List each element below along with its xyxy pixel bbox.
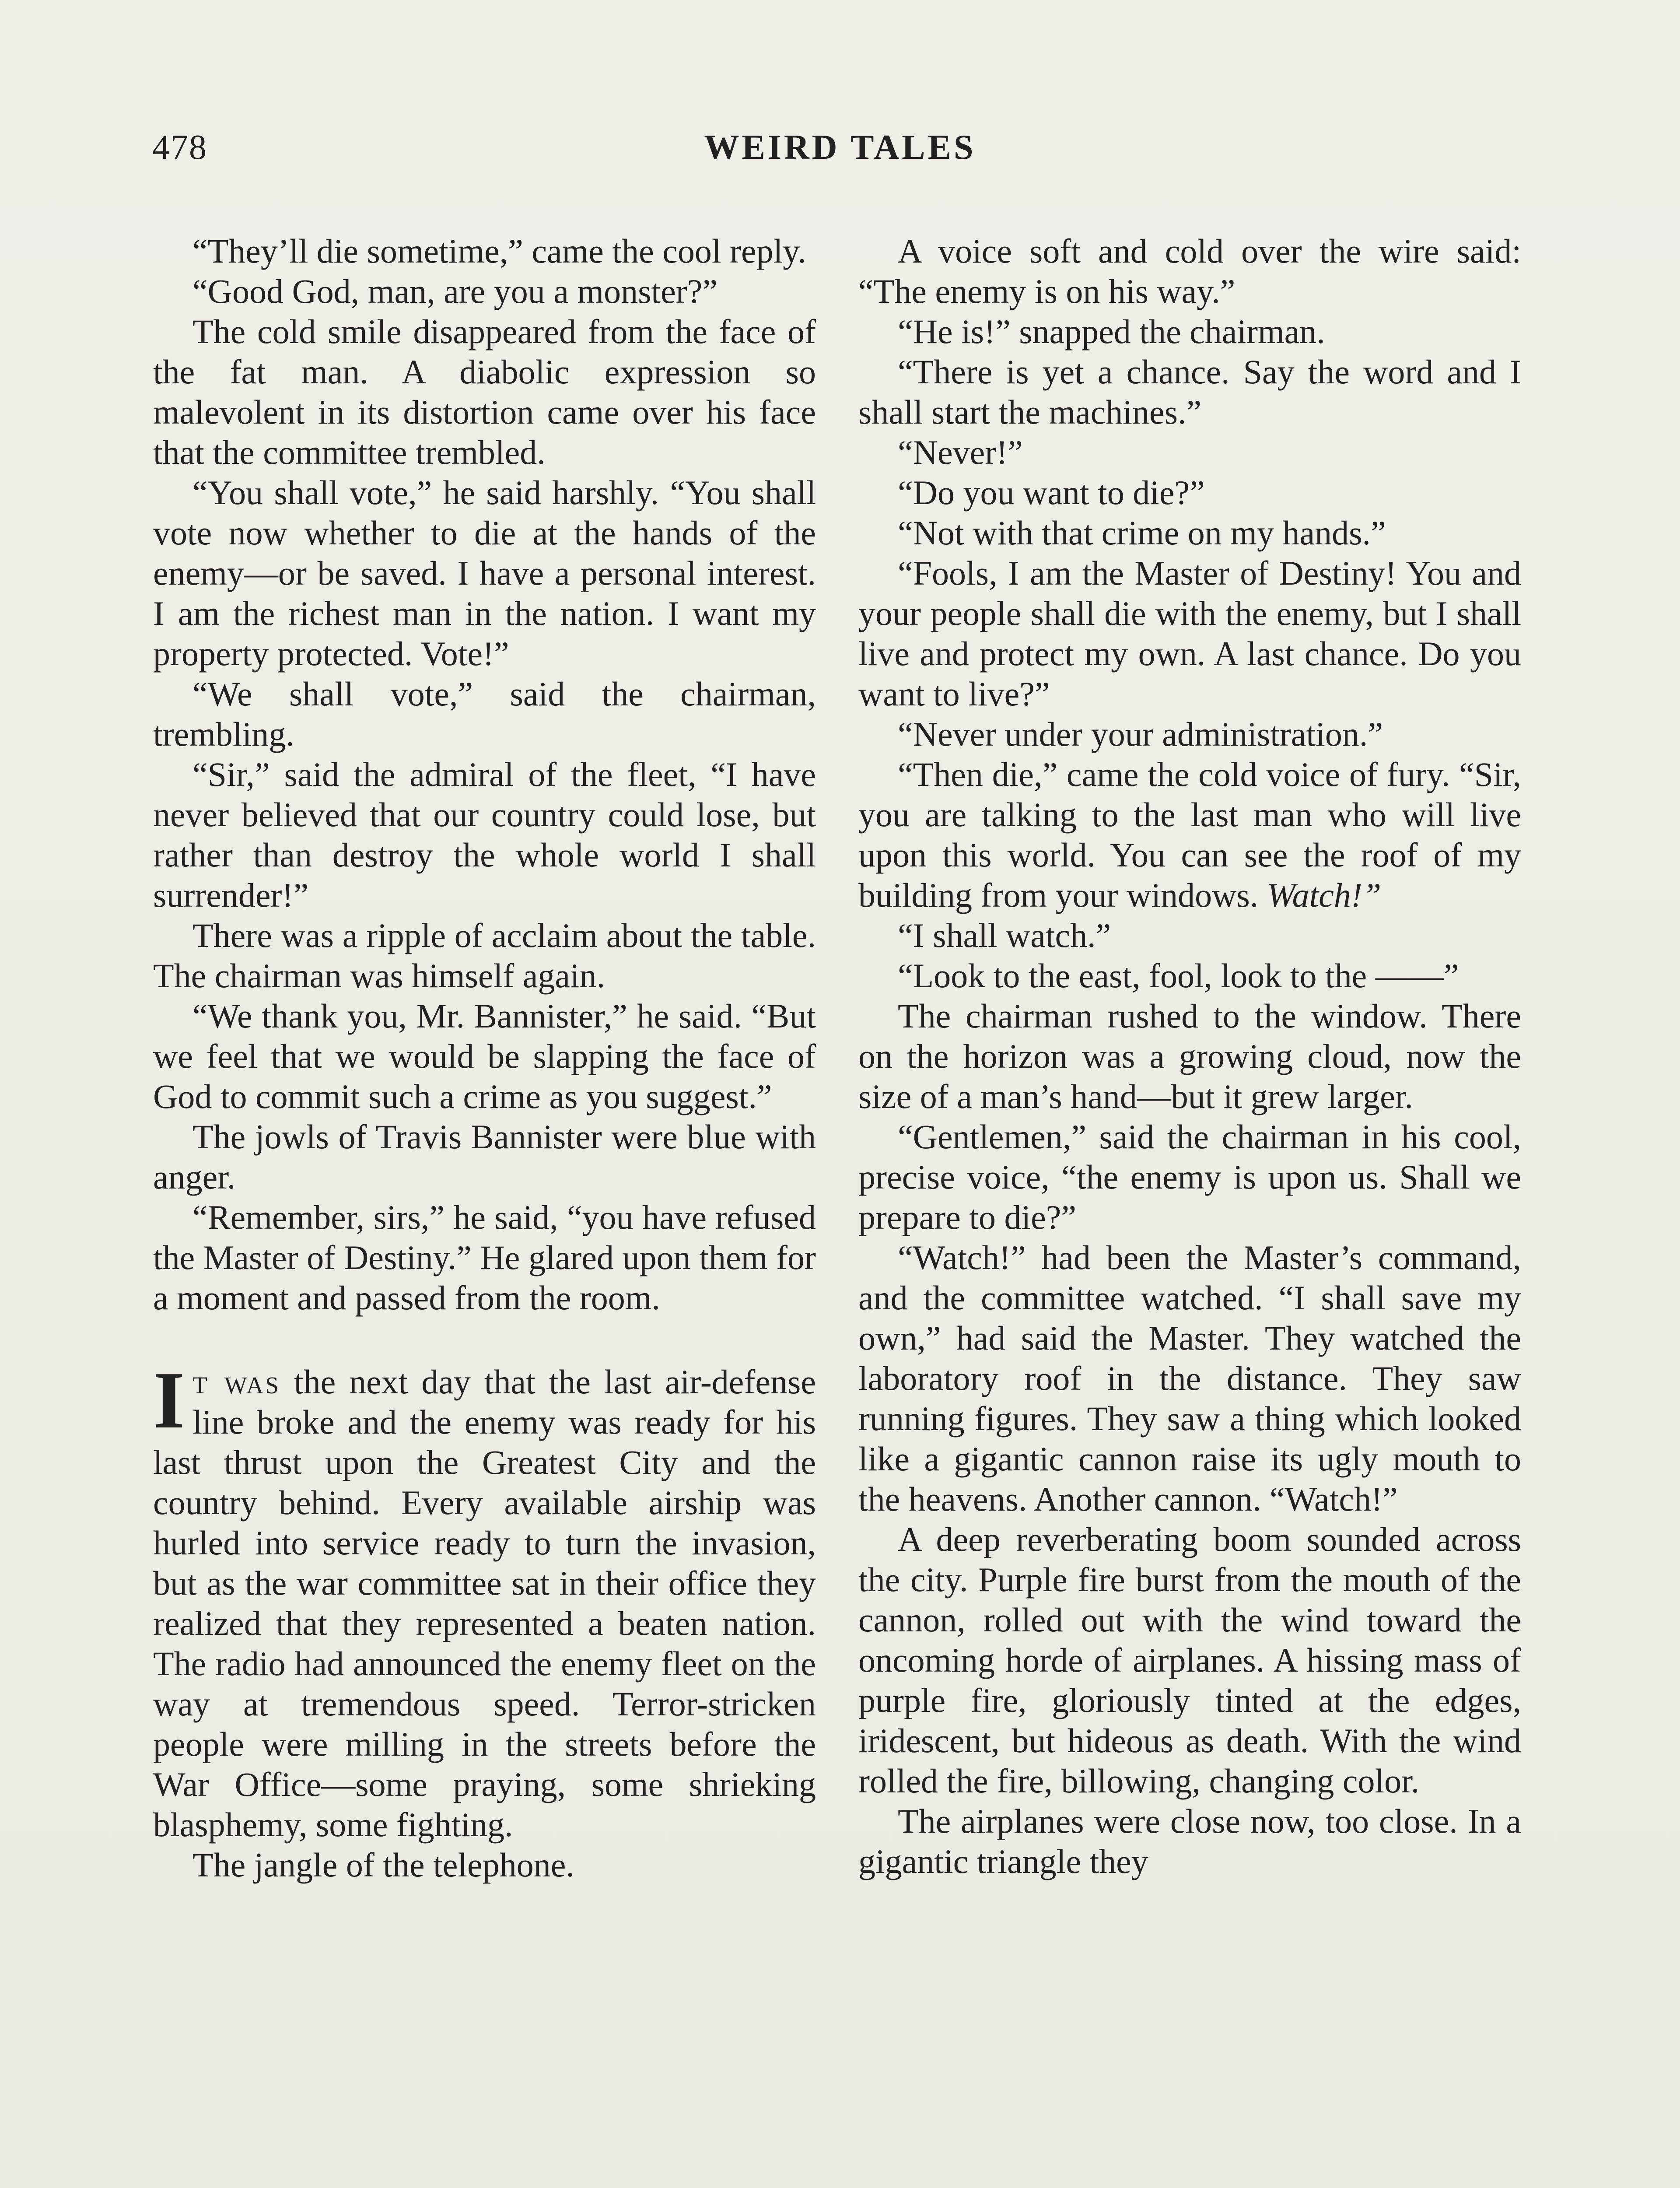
- paragraph: “Sir,” said the admiral of the fleet, “I have never believed that our country could lose, but rather than destroy the whole world I shall surrender!”: [153, 755, 816, 914]
- paragraph: The cold smile disappeared from the face of the fat man. A diabolic expression so malevolent in its distortion came over his face that the committee trembled.: [153, 312, 816, 471]
- paragraph: “Look to the east, fool, look to the ——”: [898, 957, 1459, 995]
- paragraph: “Not with that crime on my hands.”: [898, 514, 1386, 552]
- paragraph-text: the next day that the last air-defense line broke and the enemy was ready for his last thrust upon the Greatest City and the country behind. Every available airship was hurled into service ready to turn the invasion, but as the war committee sat in their office they realized that they represented a beaten nation. The radio had announced the enemy fleet on the way at tremendous speed. Terror-stricken people were milling in the streets before the War Office—some praying, some shrieking blasphemy, some fighting.: [153, 1363, 816, 1844]
- paragraph: The airplanes were close now, too close. In a gigantic triangle they: [858, 1802, 1521, 1880]
- paragraph: “Gentlemen,” said the chairman in his cool, precise voice, “the enemy is upon us. Shall we prepare to die?”: [858, 1118, 1521, 1236]
- paragraph: “They’ll die sometime,” came the cool reply.: [192, 232, 806, 270]
- paragraph: “We thank you, Mr. Bannister,” he said. “But we feel that we would be slapping the face of God to commit such a crime as you suggest.”: [153, 997, 816, 1115]
- paragraph: The jangle of the telephone.: [192, 1846, 574, 1884]
- page-number: 478: [152, 128, 207, 167]
- paragraph: “You shall vote,” he said harshly. “You shall vote now whether to die at the hands of the enemy—or be saved. I have a personal interest. I am the richest man in the nation. I want my property protected. Vote!”: [153, 473, 816, 673]
- left-column: [153, 231, 816, 1885]
- paragraph: The jowls of Travis Bannister were blue with anger.: [153, 1118, 816, 1196]
- paragraph: “Never under your administration.”: [898, 715, 1383, 753]
- paragraph: “There is yet a chance. Say the word and I shall start the machines.”: [858, 353, 1521, 431]
- paragraph: “We shall vote,” said the chairman, trembling.: [153, 675, 816, 753]
- paragraph-text: “Then die,” came the cold voice of fury. “Sir, you are talking to the last man who will live upon this world. You can see the roof of my building from your windows.: [858, 755, 1521, 914]
- paragraph: The chairman rushed to the window. There on the horizon was a growing cloud, now the size of a man’s hand—but it grew larger.: [858, 997, 1521, 1115]
- paragraph: [858, 754, 1521, 915]
- paragraph: “Fools, I am the Master of Destiny! You and your people shall die with the enemy, but I shall live and protect my own. A last chance. Do you want to live?”: [858, 554, 1521, 713]
- paragraph: A deep reverberating boom sounded across the city. Purple fire burst from the mouth of the cannon, rolled out with the wind toward the oncoming horde of airplanes. A hissing mass of purple fire, gloriously tinted at the edges, iridescent, but hideous as death. With the wind rolled the fire, billowing, changing color.: [858, 1520, 1521, 1800]
- paragraph: “Remember, sirs,” he said, “you have refused the Master of Destiny.” He glared upon them for a moment and passed from the room.: [153, 1198, 816, 1317]
- paragraph: “Good God, man, are you a monster?”: [192, 272, 718, 310]
- paragraph: “He is!” snapped the chairman.: [898, 312, 1325, 351]
- section-opening-paragraph: [153, 1355, 816, 1845]
- paragraph: “I shall watch.”: [898, 916, 1111, 954]
- right-column: [858, 231, 1521, 1882]
- small-caps-lead: t was: [192, 1363, 281, 1401]
- paragraph: A voice soft and cold over the wire said: “The enemy is on his way.”: [858, 232, 1521, 310]
- italic-text: Watch!”: [1267, 876, 1382, 914]
- paragraph: “Do you want to die?”: [898, 473, 1205, 512]
- paragraph: There was a ripple of acclaim about the table. The chairman was himself again.: [153, 916, 816, 995]
- running-title: WEIRD TALES: [704, 128, 976, 167]
- paragraph: “Watch!” had been the Master’s command, and the committee watched. “I shall save my own,” had said the Master. They watched the laboratory roof in the distance. They saw running figures. They saw a thing which looked like a gigantic cannon raise its ugly mouth to the heavens. Another cannon. “Watch!”: [858, 1238, 1521, 1518]
- drop-cap: I: [153, 1355, 185, 1445]
- paragraph: “Never!”: [898, 433, 1023, 471]
